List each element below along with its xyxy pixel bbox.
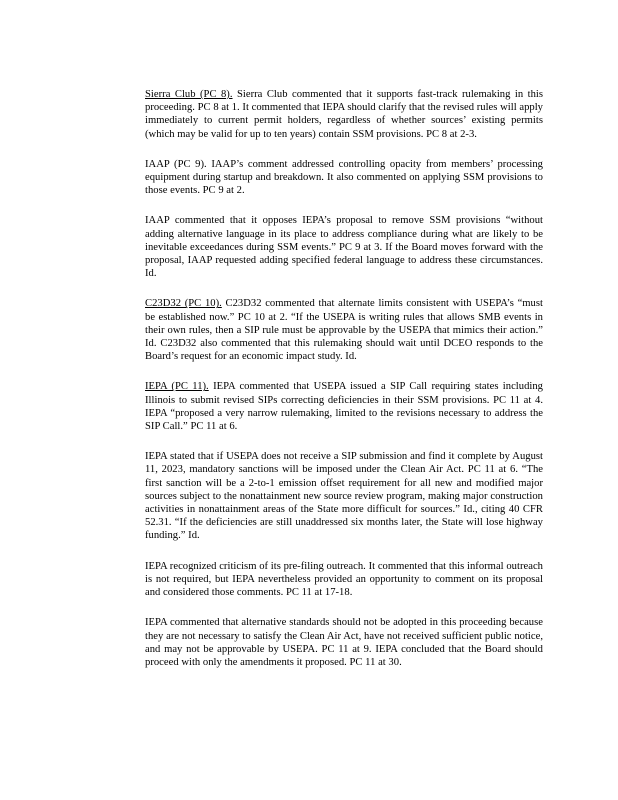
paragraph-iaap-1 [145, 158, 543, 198]
paragraph-text: IEPA commented that alternative standards should not be adopted in this proceeding because they are not necessary to satisfy the Clean Air Act, have not received sufficient public notice, and may not be approvable by USEPA. PC 11 at 9. IEPA concluded that the Board should proceed with only the amendments it proposed. PC 11 at 30. [145, 617, 543, 668]
paragraph-c23d32 [145, 297, 543, 363]
paragraph-text: IEPA commented that USEPA issued a SIP Call requiring states including Illinois to submit revised SIPs correcting deficiencies in their SSM provisions. PC 11 at 4. IEPA “proposed a very narrow rulemaking, limited to the revisions necessary to address the SIP Call.” PC 11 at 6. [145, 381, 544, 433]
paragraph-iaap-2 [145, 214, 543, 280]
paragraph-iepa-4 [145, 616, 543, 669]
paragraph-iepa-3 [145, 560, 543, 600]
document-page [145, 88, 543, 686]
paragraph-heading: C23D32 (PC 10). [145, 298, 222, 310]
paragraph-text: Sierra Club commented that it supports fast-track rulemaking in this proceeding. PC 8 at 1. It commented that IEPA should clarify that the revised rules will apply immediately to current permit holders, regardless of whether sources’ existing permits (which may be valid for up to ten years) contain SSM provisions. PC 8 at 2-3. [145, 89, 543, 140]
paragraph-heading: Sierra Club (PC 8). [145, 89, 233, 100]
paragraph-text: IEPA recognized criticism of its pre-filing outreach. It commented that this informal outreach is not required, but IEPA nevertheless provided an opportunity to comment on its proposal and considered those comments. PC 11 at 17-18. [145, 560, 543, 599]
paragraph-text: C23D32 commented that alternate limits consistent with USEPA’s “must be established now.” PC 10 at 2. “If the USEPA is writing rules that allows SMB events in their own rules, then a SIP rule must be approvable by the USEPA that mimics their action.” Id. C23D32 also commented that this rulemaking should wait until DCEO responds to the Board’s request for an economic impact study. Id. [145, 298, 543, 363]
paragraph-text: IAAP (PC 9). IAAP’s comment addressed controlling opacity from members’ processing equipment during startup and breakdown. It also commented on applying SSM provisions to those events. PC 9 at 2. [145, 158, 543, 197]
paragraph-iepa-2 [145, 450, 543, 542]
paragraph-iepa-1 [145, 380, 543, 433]
paragraph-text: IAAP commented that it opposes IEPA’s proposal to remove SSM provisions “without adding alternative language in its place to address compliance during what are likely to be inevitable exceedances during SSM events.” PC 9 at 3. If the Board moves forward with the proposal, IAAP requested adding specified federal language to address these circumstances. Id. [145, 215, 543, 280]
paragraph-heading: IEPA (PC 11). [145, 381, 209, 393]
paragraph-text: IEPA stated that if USEPA does not receive a SIP submission and find it complete by August 11, 2023, mandatory sanctions will be imposed under the Clean Air Act. PC 11 at 6. “The first sanction will be a 2-to-1 emission offset requirement for all new and modified major sources subject to the nonattainment new source review program, making major construction activities in nonattainment areas of the State more difficult for sources.” Id., citing 40 CFR 52.31. “If the deficiencies are still unaddressed six months later, the State will lose highway funding.” Id. [145, 451, 543, 542]
paragraph-sierra-club [145, 88, 543, 141]
